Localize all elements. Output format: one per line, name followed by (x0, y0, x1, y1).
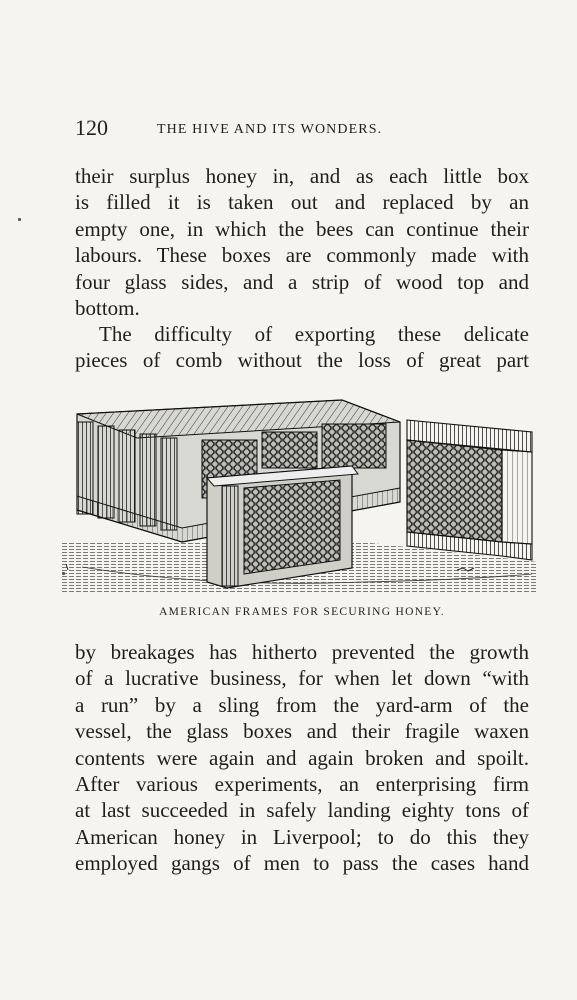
running-title: THE HIVE AND ITS WONDERS. (157, 122, 383, 137)
text-line: pieces of comb without the loss of great part (75, 348, 529, 373)
text-line: by breakages has hitherto prevented the growth (75, 640, 529, 664)
text-line: labours. These boxes are commonly made with (75, 243, 529, 268)
text-line: at last succeeded in safely landing eighty tons of (75, 798, 529, 823)
text-line: of a lucrative business, for when let down “with (75, 666, 529, 691)
text-line: American honey in Liverpool; to do this they (75, 824, 529, 849)
engraving-honey-frames (62, 392, 538, 596)
text-line: bottom. (75, 295, 140, 320)
print-speck (18, 218, 21, 221)
running-head (75, 114, 529, 142)
page-number: 120 (75, 115, 108, 140)
paragraph-continued (75, 163, 529, 321)
paragraph-breakages (75, 639, 529, 877)
text-line: The difficulty of exporting these delicate (99, 322, 529, 346)
front-frame (207, 466, 358, 588)
text-line: employed gangs of men to pass the cases hand (75, 851, 529, 876)
text-line: a run” by a sling from the yard-arm of the (75, 692, 529, 717)
text-line: vessel, the glass boxes and their fragile waxen (75, 719, 529, 744)
paragraph-difficulty (75, 321, 529, 374)
print-speck (62, 572, 65, 575)
text-line: After various experiments, an enterprising firm (75, 771, 529, 796)
text-line: their surplus honey in, and as each little box (75, 164, 529, 188)
text-line: contents were again and again broken and spoilt. (75, 745, 529, 770)
text-line: empty one, in which the bees can continue their (75, 216, 529, 241)
standalone-frame (407, 420, 532, 560)
figure-caption: AMERICAN FRAMES FOR SECURING HONEY. (159, 606, 445, 618)
text-line: is filled it is taken out and replaced by an (75, 190, 529, 215)
text-line: four glass sides, and a strip of wood top and (75, 269, 529, 294)
